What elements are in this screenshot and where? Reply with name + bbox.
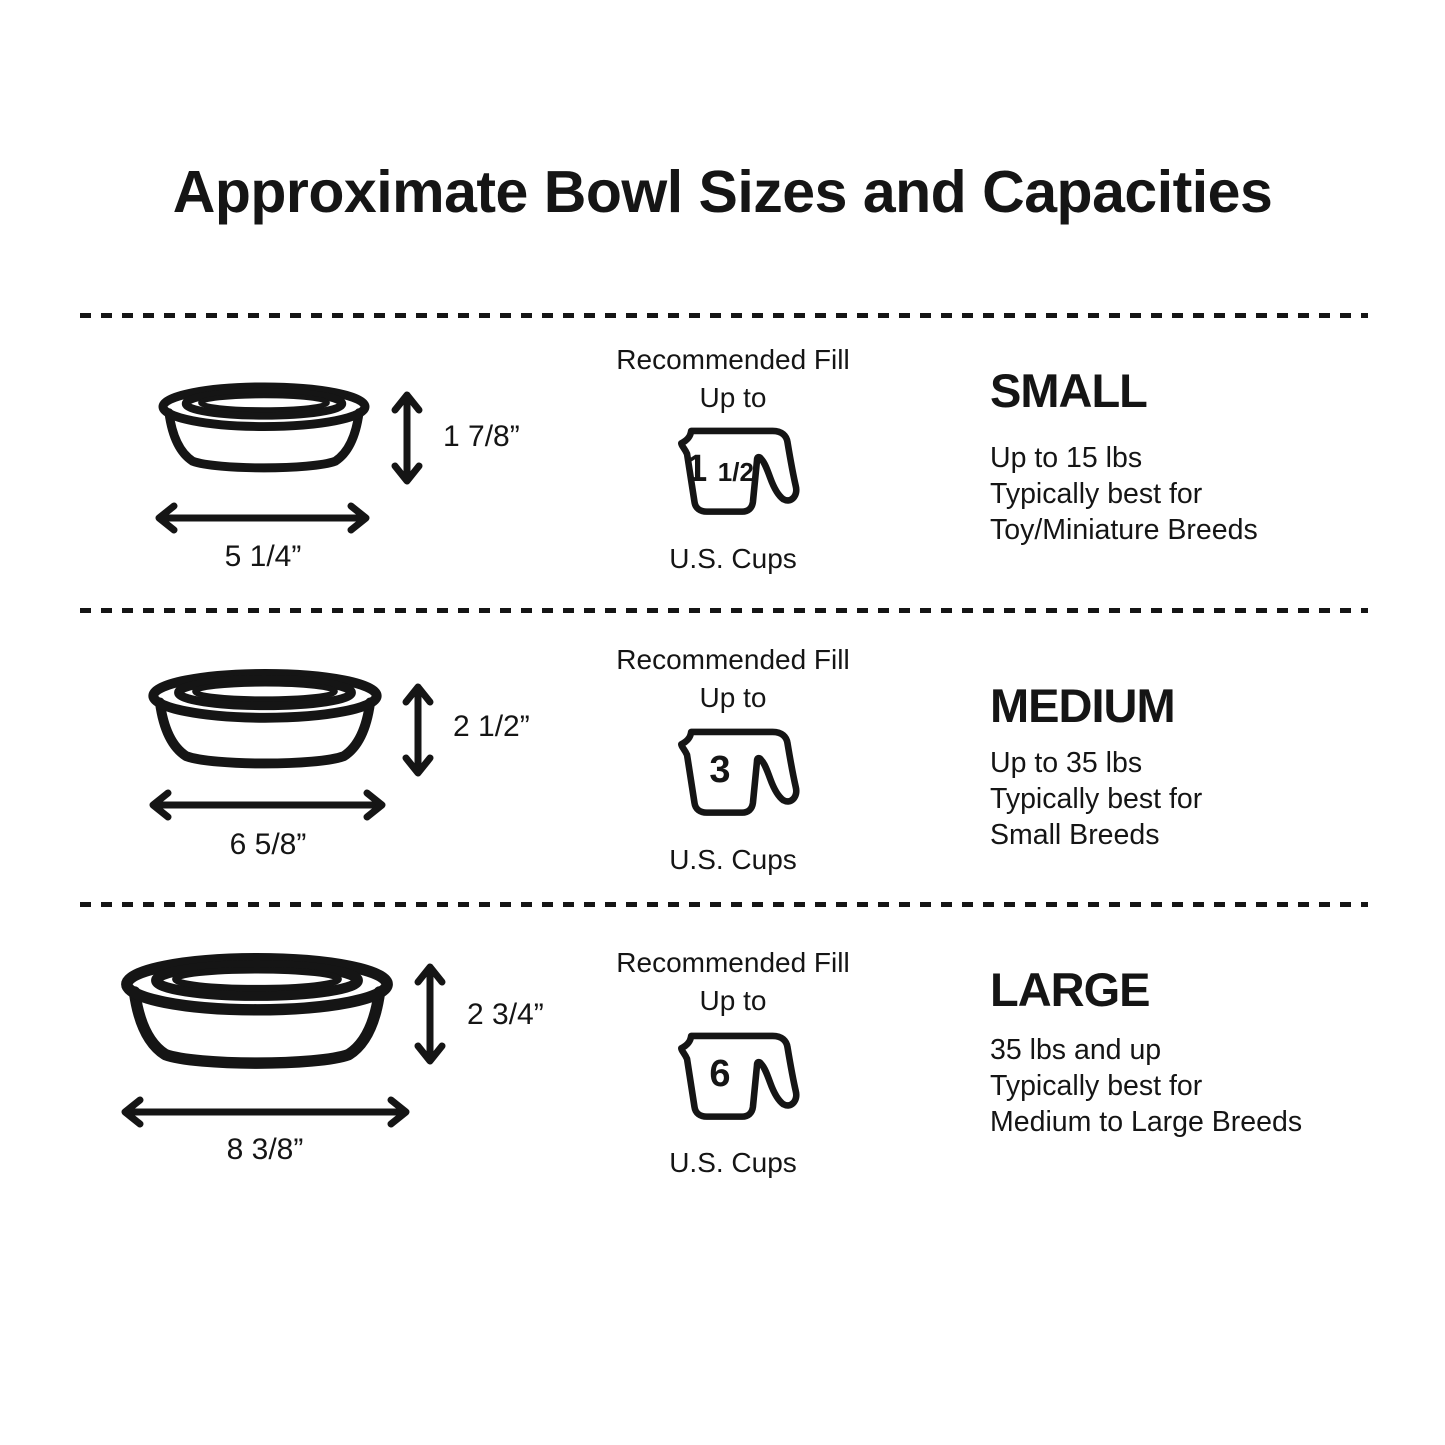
page-title: Approximate Bowl Sizes and Capacities	[172, 159, 1273, 225]
width-arrow-icon	[152, 502, 373, 534]
height-arrow-icon	[389, 390, 425, 486]
desc-line: Medium to Large Breeds	[990, 1106, 1303, 1138]
bowl-height-label: 2 3/4”	[467, 998, 544, 1031]
cup-amount-whole: 6	[709, 1053, 731, 1095]
width-arrow-icon	[146, 789, 389, 821]
cup-unit-label: U.S. Cups	[669, 543, 797, 574]
fill-subheading: Up to	[699, 682, 767, 713]
size-description	[990, 745, 1202, 853]
bowl-width-label: 5 1/4”	[224, 540, 302, 573]
cup-amount	[666, 449, 774, 492]
bowl-width-label: 8 3/8”	[226, 1133, 304, 1166]
divider	[80, 608, 1368, 613]
divider	[80, 902, 1368, 907]
cup-amount	[666, 750, 774, 793]
cup-amount-whole: 1	[686, 448, 708, 490]
cup-amount-fraction: 1/2	[717, 457, 754, 487]
desc-line: Typically best for	[990, 1070, 1203, 1102]
cup-unit-label: U.S. Cups	[669, 1147, 797, 1178]
size-description	[990, 440, 1258, 548]
bowl-icon	[144, 663, 386, 778]
fill-heading: Recommended Fill	[616, 947, 850, 978]
cup-unit-label: U.S. Cups	[669, 844, 797, 875]
fill-heading: Recommended Fill	[616, 344, 850, 375]
weight-range: Up to 15 lbs	[990, 442, 1143, 474]
fill-subheading: Up to	[699, 985, 767, 1016]
size-heading: LARGE	[990, 963, 1150, 1016]
size-description	[990, 1032, 1302, 1140]
desc-line: Typically best for	[990, 783, 1203, 815]
bowl-height-label: 1 7/8”	[443, 420, 520, 453]
desc-line: Typically best for	[990, 478, 1203, 510]
cup-amount-whole: 3	[709, 749, 731, 791]
desc-line: Small Breeds	[990, 819, 1160, 851]
weight-range: 35 lbs and up	[990, 1034, 1162, 1066]
bowl-height-label: 2 1/2”	[453, 710, 530, 743]
divider	[80, 313, 1368, 318]
bowl-icon	[116, 946, 398, 1080]
cup-amount	[666, 1054, 774, 1097]
width-arrow-icon	[118, 1096, 413, 1128]
bowl-icon	[155, 377, 373, 481]
fill-heading: Recommended Fill	[616, 644, 850, 675]
fill-subheading: Up to	[699, 382, 767, 413]
size-heading: MEDIUM	[990, 679, 1175, 732]
bowl-width-label: 6 5/8”	[229, 828, 307, 861]
weight-range: Up to 35 lbs	[990, 747, 1143, 779]
size-heading: SMALL	[990, 364, 1147, 417]
height-arrow-icon	[412, 962, 448, 1066]
height-arrow-icon	[400, 682, 436, 778]
desc-line: Toy/Miniature Breeds	[990, 514, 1258, 546]
